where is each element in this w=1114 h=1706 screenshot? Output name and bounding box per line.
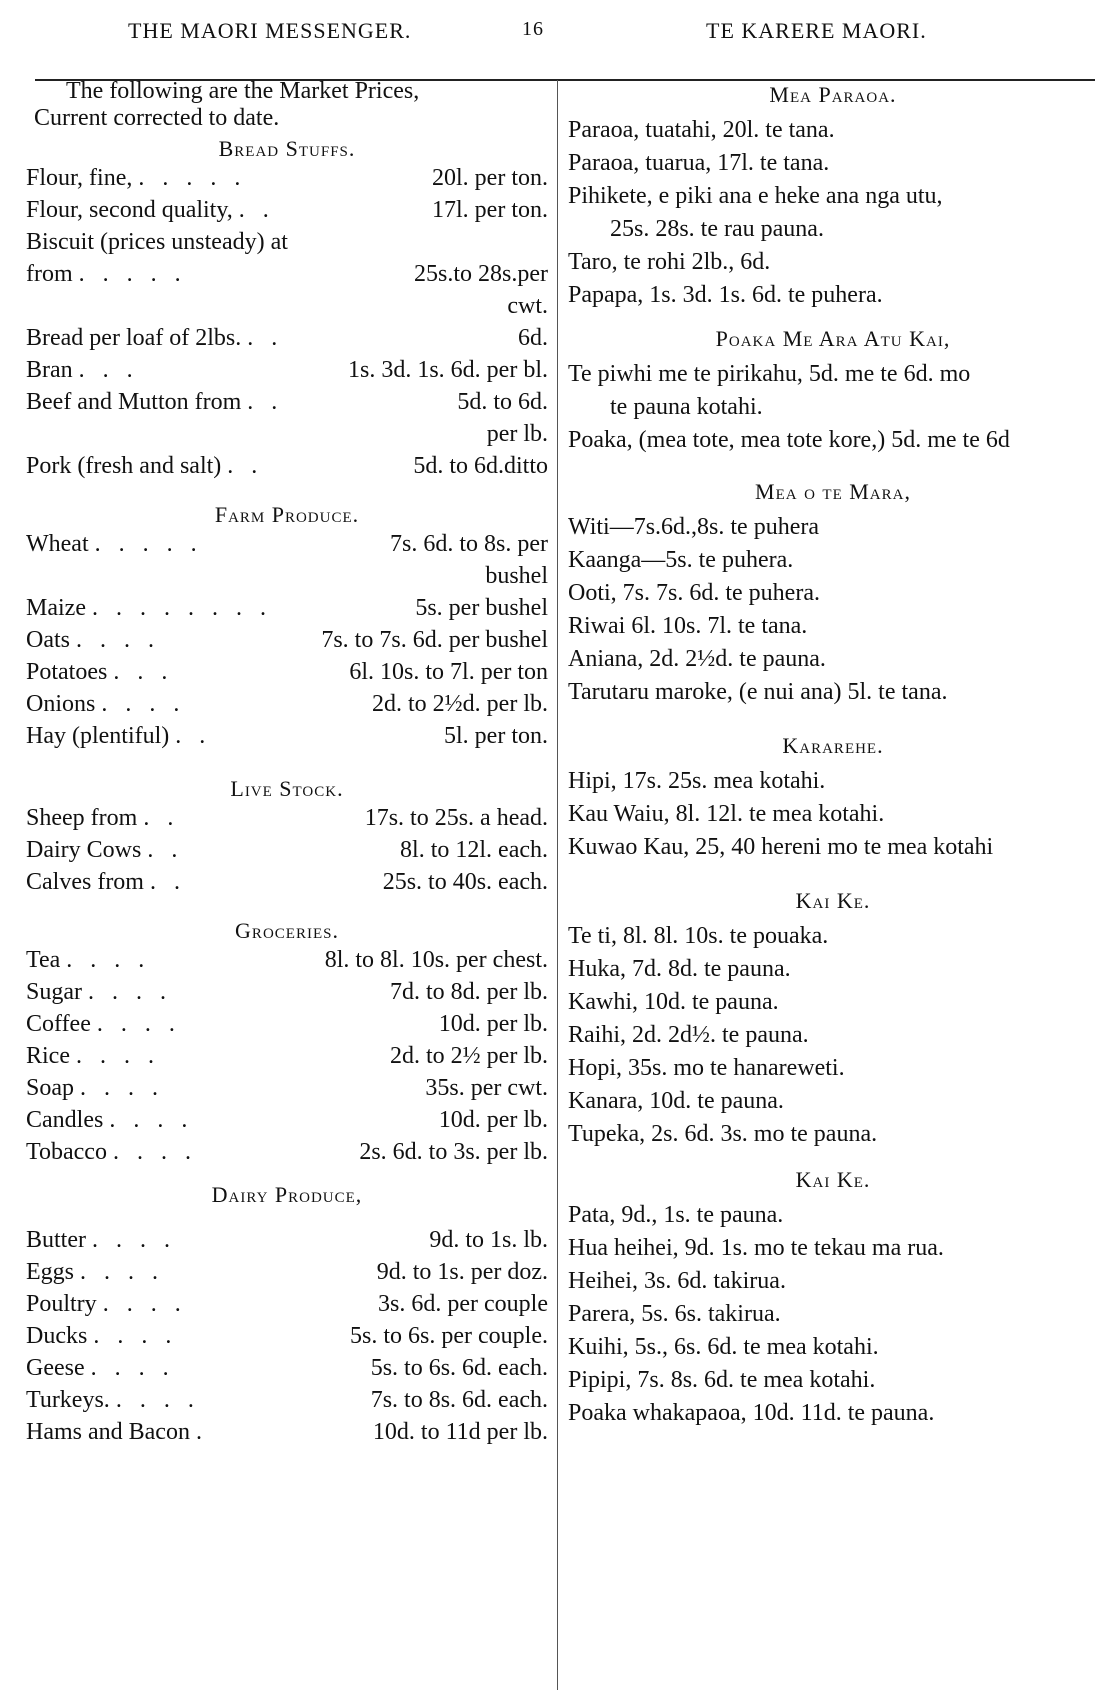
leader-dots: . . . . — [93, 1323, 178, 1349]
leader-dots: . . . — [113, 659, 174, 685]
section-heading: Groceries. — [235, 918, 339, 943]
price-row — [26, 720, 548, 752]
price-line: Riwai 6l. 10s. 7l. te tana. — [568, 613, 808, 639]
price-section — [568, 326, 1098, 457]
price-row — [26, 528, 548, 560]
item-name: Butter — [26, 1227, 86, 1253]
leader-dots: . . — [149, 869, 186, 895]
price-row — [26, 944, 548, 976]
section-heading: Live Stock. — [230, 776, 344, 801]
price-line: Taro, te rohi 2lb., 6d. — [568, 249, 771, 275]
item-price: cwt. — [507, 293, 548, 319]
price-line: 25s. 28s. te rau pauna. — [610, 216, 824, 242]
item-name: Rice — [26, 1043, 70, 1069]
leader-dots — [26, 290, 507, 322]
item-price: 2d. to 2½d. per lb. — [372, 691, 548, 717]
price-row — [26, 802, 548, 834]
price-line: Poaka, (mea tote, mea tote kore,) 5d. me te 6d — [568, 427, 1010, 453]
item-name: Geese — [26, 1355, 85, 1381]
intro-text — [26, 78, 548, 132]
leader-dots: . . . . — [112, 1139, 197, 1165]
price-row — [26, 1072, 548, 1104]
leader-dots: . . . . — [76, 627, 160, 653]
item-price: 5l. per ton. — [444, 723, 548, 749]
item-price: 3s. 6d. per couple — [378, 1291, 548, 1317]
price-row — [26, 322, 548, 354]
price-section — [568, 479, 1098, 709]
item-price: 5s. to 6s. per couple. — [350, 1323, 548, 1349]
item-price: 2s. 6d. to 3s. per lb. — [359, 1139, 548, 1165]
item-name: Dairy Cows — [26, 837, 142, 863]
leader-dots: . . . . — [102, 1291, 187, 1317]
item-price: 5d. to 6d. — [457, 389, 548, 415]
section-heading: Dairy Produce, — [211, 1182, 363, 1207]
item-name: Calves from — [26, 869, 144, 895]
leader-dots: . . . — [78, 357, 139, 383]
price-row — [26, 450, 548, 482]
price-row — [26, 560, 548, 592]
leader-dots: . . . . — [88, 979, 172, 1005]
price-row — [26, 1288, 548, 1320]
section-heading: Kai Ke. — [795, 1167, 871, 1192]
price-row — [26, 1136, 548, 1168]
price-section — [568, 1167, 1098, 1430]
price-line: Hua heihei, 9d. 1s. mo te tekau ma rua. — [568, 1235, 944, 1261]
price-row — [26, 976, 548, 1008]
leader-dots: . . . . — [80, 1259, 164, 1285]
item-price: 5s. to 6s. 6d. each. — [370, 1355, 548, 1381]
price-line: Kaanga—5s. te puhera. — [568, 547, 794, 573]
item-name: Beef and Mutton from — [26, 389, 242, 415]
price-row — [26, 418, 548, 450]
english-title: THE MAORI MESSENGER. — [128, 18, 412, 43]
item-price: 5d. to 6d.ditto — [413, 453, 548, 479]
price-row — [26, 354, 548, 386]
price-line: Kuwao Kau, 25, 40 hereni mo te mea kotahi — [568, 834, 994, 860]
item-name: Bread per loaf of 2lbs. — [26, 325, 242, 351]
item-price: 9d. to 1s. lb. — [429, 1227, 548, 1253]
leader-dots: . . . . — [101, 691, 186, 717]
price-line: Pihikete, e piki ana e heke ana nga utu, — [568, 183, 943, 209]
price-row — [26, 1256, 548, 1288]
price-line: Te ti, 8l. 8l. 10s. te pouaka. — [568, 923, 829, 949]
price-row — [26, 1104, 548, 1136]
price-section — [26, 136, 548, 482]
price-row — [26, 1384, 548, 1416]
leader-dots: . . . . — [66, 947, 151, 973]
price-line: te pauna kotahi. — [610, 394, 763, 420]
leader-dots: . . . . — [92, 1227, 176, 1253]
price-line: Pata, 9d., 1s. te pauna. — [568, 1202, 784, 1228]
leader-dots: . . — [175, 723, 212, 749]
leader-dots: . . . . — [96, 1011, 181, 1037]
item-price: 10d. per lb. — [438, 1107, 548, 1133]
price-row — [26, 194, 548, 226]
price-line: Pipipi, 7s. 8s. 6d. te mea kotahi. — [568, 1367, 876, 1393]
price-line: Hopi, 35s. mo te hanareweti. — [568, 1055, 845, 1081]
price-row — [26, 386, 548, 418]
item-name: Maize — [26, 595, 86, 621]
item-price: 20l. per ton. — [432, 165, 548, 191]
english-column — [26, 78, 548, 1448]
price-line: Aniana, 2d. 2½d. te pauna. — [568, 646, 826, 672]
item-price: 2d. to 2½ per lb. — [390, 1043, 548, 1069]
price-row — [26, 656, 548, 688]
price-row — [26, 1008, 548, 1040]
item-name: Hams and Bacon — [26, 1419, 190, 1445]
leader-dots — [288, 226, 548, 258]
price-line: Ooti, 7s. 7s. 6d. te puhera. — [568, 580, 820, 606]
section-heading: Kararehe. — [782, 733, 884, 758]
price-row — [26, 866, 548, 898]
price-line: Witi—7s.6d.,8s. te puhera — [568, 514, 819, 540]
item-name: Oats — [26, 627, 70, 653]
item-price: 7s. to 7s. 6d. per bushel — [321, 627, 548, 653]
item-name: Poultry — [26, 1291, 97, 1317]
price-line: Heihei, 3s. 6d. takirua. — [568, 1268, 786, 1294]
section-heading: Farm Produce. — [214, 502, 360, 527]
leader-dots: . . . . . . . . — [91, 595, 272, 621]
price-line: Kawhi, 10d. te pauna. — [568, 989, 779, 1015]
item-price: 8l. to 12l. each. — [400, 837, 548, 863]
item-price: 10d. per lb. — [438, 1011, 548, 1037]
leader-dots: . . — [143, 805, 180, 831]
item-price: 35s. per cwt. — [425, 1075, 548, 1101]
leader-dots: . . . . — [80, 1075, 164, 1101]
maori-sections — [568, 82, 1098, 1430]
price-row — [26, 688, 548, 720]
leader-dots: . . — [147, 837, 184, 863]
price-line: Huka, 7d. 8d. te pauna. — [568, 956, 791, 982]
price-section — [26, 776, 548, 898]
price-row — [26, 624, 548, 656]
price-line: Kau Waiu, 8l. 12l. te mea kotahi. — [568, 801, 885, 827]
leader-dots: . . — [247, 389, 284, 415]
price-row — [26, 162, 548, 194]
item-price: 25s. to 40s. each. — [382, 869, 548, 895]
section-heading: Poaka Me Ara Atu Kai, — [715, 326, 951, 351]
leader-dots: . . . . — [109, 1107, 194, 1133]
intro-line: The following are the Market Prices, — [66, 78, 420, 104]
leader-dots — [26, 418, 487, 450]
leader-dots: . . . . — [115, 1387, 200, 1413]
column-divider — [557, 80, 558, 1690]
item-name: Turkeys. — [26, 1387, 110, 1413]
leader-dots: . . . . . — [94, 531, 203, 557]
item-price: 7s. to 8s. 6d. each. — [370, 1387, 548, 1413]
price-section — [568, 733, 1098, 864]
item-name: Coffee — [26, 1011, 91, 1037]
price-section — [26, 918, 548, 1168]
item-name: Tobacco — [26, 1139, 107, 1165]
leader-dots: . — [195, 1419, 208, 1445]
english-sections — [26, 136, 548, 1448]
item-name: Sugar — [26, 979, 82, 1005]
leader-dots: . . . . . — [78, 261, 187, 287]
leader-dots: . . — [227, 453, 264, 479]
price-section — [26, 1182, 548, 1448]
leader-dots — [26, 560, 485, 592]
item-price: 1s. 3d. 1s. 6d. per bl. — [348, 357, 548, 383]
leader-dots: . . . . — [75, 1043, 160, 1069]
price-row — [26, 1416, 548, 1448]
intro-line: Current corrected to date. — [34, 105, 280, 131]
price-line: Raihi, 2d. 2d½. te pauna. — [568, 1022, 809, 1048]
price-section — [568, 82, 1098, 312]
item-price: per lb. — [486, 421, 548, 447]
item-name: Onions — [26, 691, 96, 717]
item-price: 17l. per ton. — [432, 197, 548, 223]
price-line: Kanara, 10d. te pauna. — [568, 1088, 784, 1114]
item-name: Biscuit (prices unsteady) at — [26, 229, 288, 255]
price-line: Parera, 5s. 6s. takirua. — [568, 1301, 781, 1327]
price-line: Tarutaru maroke, (e nui ana) 5l. te tana. — [568, 679, 948, 705]
price-row — [26, 1352, 548, 1384]
price-row — [26, 1320, 548, 1352]
price-line: Papapa, 1s. 3d. 1s. 6d. te puhera. — [568, 282, 883, 308]
item-name: Tea — [26, 947, 61, 973]
item-name: Ducks — [26, 1323, 88, 1349]
item-price: 8l. to 8l. 10s. per chest. — [324, 947, 548, 973]
item-price: 7s. 6d. to 8s. per — [390, 531, 548, 557]
item-name: Flour, second quality, — [26, 197, 233, 223]
item-price: 7d. to 8d. per lb. — [390, 979, 548, 1005]
item-price: 6d. — [518, 325, 548, 351]
section-heading: Mea Paraoa. — [769, 82, 897, 107]
price-line: Poaka whakapaoa, 10d. 11d. te pauna. — [568, 1400, 935, 1426]
price-line: Tupeka, 2s. 6d. 3s. mo te pauna. — [568, 1121, 878, 1147]
item-price: 6l. 10s. to 7l. per ton — [349, 659, 548, 685]
item-price: 9d. to 1s. per doz. — [376, 1259, 548, 1285]
maori-title: TE KARERE MAORI. — [706, 18, 927, 43]
item-name: Bran — [26, 357, 73, 383]
price-section — [26, 502, 548, 752]
price-line: Paraoa, tuarua, 17l. te tana. — [568, 150, 830, 176]
page-header — [0, 18, 1114, 58]
item-name: Flour, fine, — [26, 165, 133, 191]
price-row — [26, 226, 548, 258]
item-name: Wheat — [26, 531, 89, 557]
price-row — [26, 290, 548, 322]
item-price: 17s. to 25s. a head. — [364, 805, 548, 831]
price-row — [26, 1040, 548, 1072]
item-price: 5s. per bushel — [415, 595, 548, 621]
item-price: bushel — [485, 563, 548, 589]
item-name: Sheep from — [26, 805, 138, 831]
maori-column — [568, 78, 1098, 1430]
price-section — [568, 888, 1098, 1151]
item-name: Potatoes — [26, 659, 108, 685]
section-heading: Mea o te Mara, — [755, 479, 911, 504]
price-line: Hipi, 17s. 25s. mea kotahi. — [568, 768, 826, 794]
leader-dots: . . — [238, 197, 275, 223]
item-name: from — [26, 261, 73, 287]
item-name: Soap — [26, 1075, 74, 1101]
item-name: Hay (plentiful) — [26, 723, 170, 749]
leader-dots: . . — [247, 325, 284, 351]
price-row — [26, 834, 548, 866]
price-row — [26, 1224, 548, 1256]
price-row — [26, 592, 548, 624]
price-line: Paraoa, tuatahi, 20l. te tana. — [568, 117, 835, 143]
item-name: Eggs — [26, 1259, 74, 1285]
item-price: 25s.to 28s.per — [414, 261, 548, 287]
price-row — [26, 258, 548, 290]
item-price: 10d. to 11d per lb. — [372, 1419, 548, 1445]
item-name: Pork (fresh and salt) — [26, 453, 222, 479]
section-heading: Bread Stuffs. — [218, 136, 356, 161]
price-line: Kuihi, 5s., 6s. 6d. te mea kotahi. — [568, 1334, 879, 1360]
price-line: Te piwhi me te pirikahu, 5d. me te 6d. mo — [568, 361, 971, 387]
item-name: Candles — [26, 1107, 104, 1133]
page-number: 16 — [522, 18, 544, 40]
leader-dots: . . . . . — [138, 165, 247, 191]
leader-dots: . . . . — [90, 1355, 175, 1381]
section-heading: Kai Ke. — [795, 888, 871, 913]
